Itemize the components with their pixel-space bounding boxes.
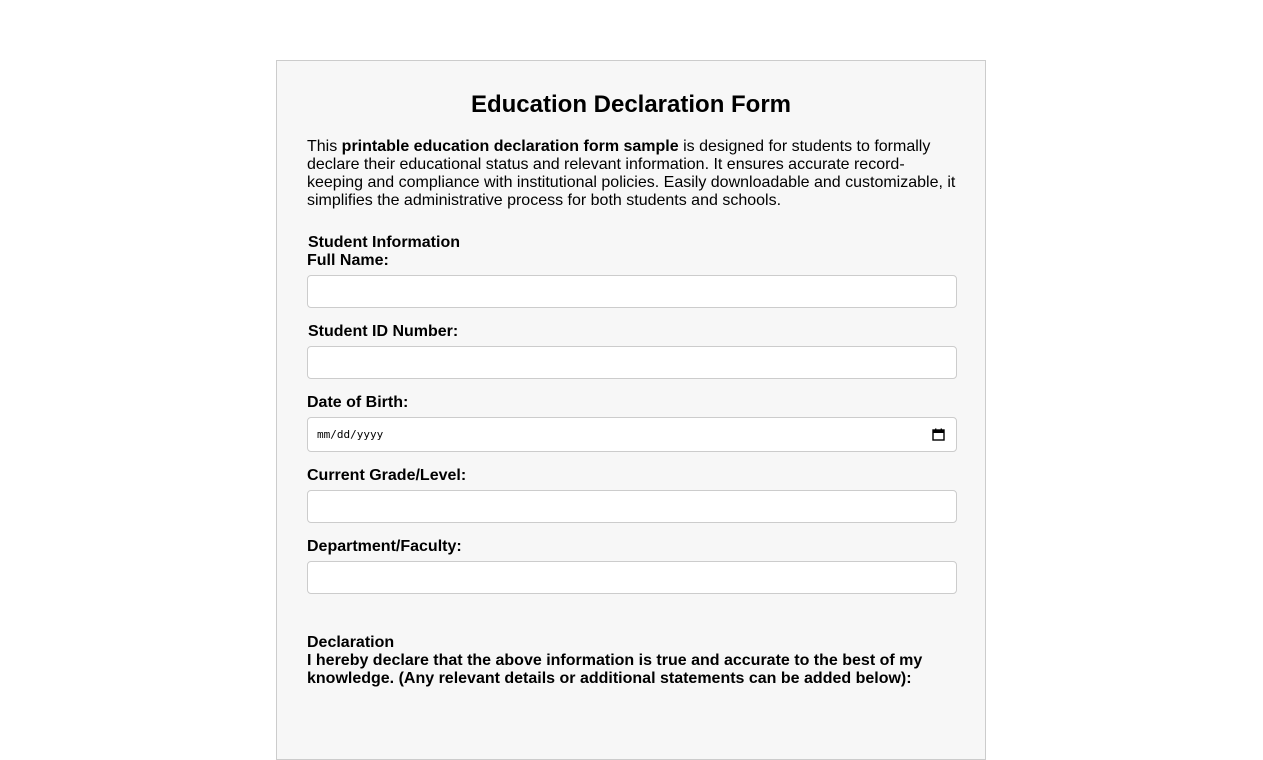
declaration-statement: I hereby declare that the above information is true and accurate to the best of my knowledge. (Any relevant details or additional statements can be added below): [307,652,923,687]
full-name-label: Full Name: [307,252,389,269]
grade-level-label: Current Grade/Level: [307,467,467,484]
calendar-icon[interactable] [932,428,945,441]
intro-bold-text: printable education declaration form sample [341,138,679,155]
date-of-birth-label: Date of Birth: [307,394,409,411]
full-name-input[interactable] [307,275,957,308]
intro-paragraph [307,138,959,210]
department-label: Department/Faculty: [307,538,462,555]
form-title: Education Declaration Form [470,91,792,118]
department-input[interactable] [307,561,957,594]
date-placeholder: mm/dd/yyyy [317,428,384,441]
intro-prefix: This [307,138,342,155]
date-of-birth-input[interactable] [307,417,957,452]
declaration-form-card [276,60,986,760]
grade-level-input[interactable] [307,490,957,523]
declaration-heading: Declaration [307,634,395,651]
student-information-heading: Student Information [308,234,460,251]
student-id-input[interactable] [307,346,957,379]
intro-suffix: is designed for students to formally declare their educational status and relevant information. It ensures accurate record-keeping and compliance with institutional policies. Easily downloadable and customizable, it simplifies the administrative process for both students and schools. [307,138,956,209]
student-id-label: Student ID Number: [308,323,459,340]
